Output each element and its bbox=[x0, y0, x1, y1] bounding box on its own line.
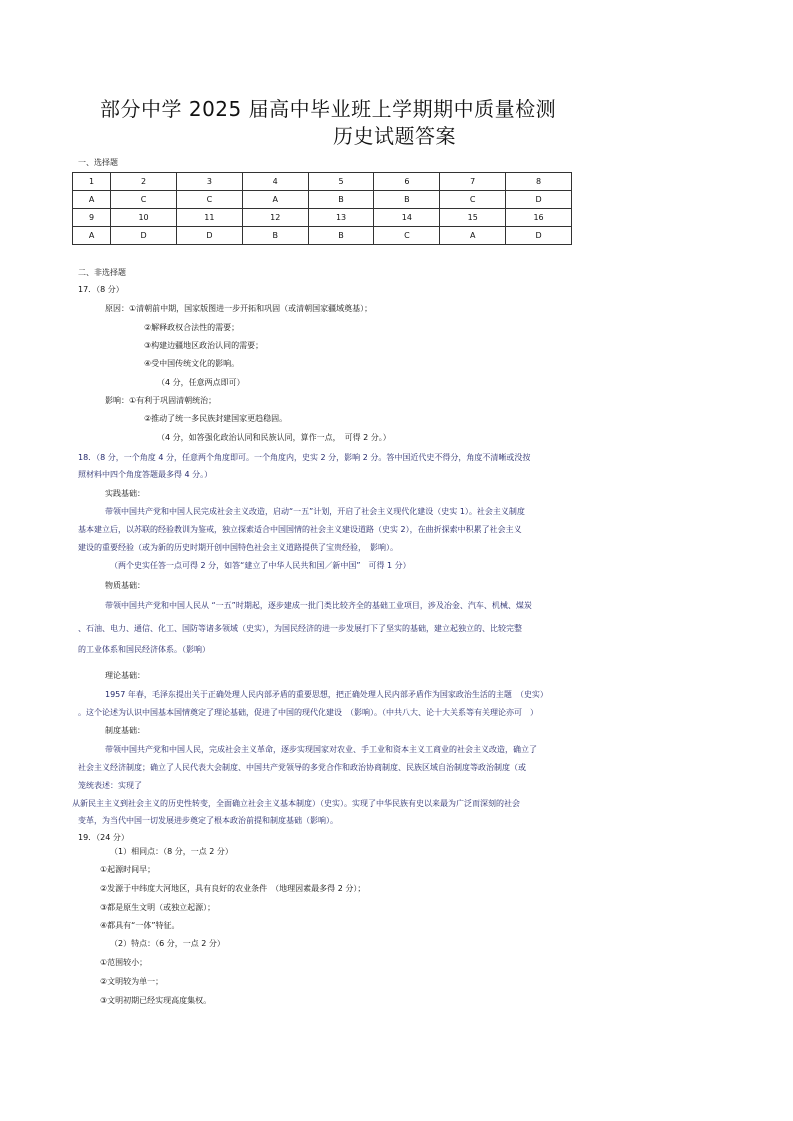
scoring-note: （4 分，任意两点即可） bbox=[157, 378, 245, 387]
answer-line: 。这个论述为认识中国基本国情奠定了理论基础，促进了中国的现代化建设 （影响）。（中共八大、论十大关系等有关理论亦可 ） bbox=[78, 708, 538, 717]
answer-line: ③文明初期已经实现高度集权。 bbox=[100, 996, 212, 1005]
table-cell: 5 bbox=[308, 173, 374, 191]
table-cell: B bbox=[374, 191, 440, 209]
answer-line: 影响：①有利于巩固清朝统治； bbox=[105, 396, 217, 405]
question-18-heading: 18．（8 分，一个角度 4 分，任意两个角度即可。一个角度内，史实 2 分，影响 2 分。答中国近代史不得分，角度不清晰或没按 bbox=[78, 453, 531, 462]
answer-line: ①起源时间早； bbox=[100, 865, 156, 874]
table-cell: 1 bbox=[73, 173, 111, 191]
subquestion-heading: （2）特点：（6 分，一点 2 分） bbox=[110, 939, 225, 948]
answer-line: ①范围较小； bbox=[100, 958, 148, 967]
table-cell: A bbox=[440, 227, 506, 245]
table-row bbox=[73, 173, 572, 191]
table-cell: C bbox=[111, 191, 177, 209]
answer-line: ④都具有“一体”特征。 bbox=[100, 921, 180, 930]
table-cell: A bbox=[242, 191, 308, 209]
scoring-note: （两个史实任答一点可得 2 分，如答“建立了中华人民共和国／新中国” 可得 1 分） bbox=[110, 561, 411, 570]
table-cell: 15 bbox=[440, 209, 506, 227]
table-row bbox=[73, 227, 572, 245]
answer-line: 、石油、电力、通信、化工、国防等诸多领域（史实），为国民经济的进一步发展打下了坚实的基础，建立起独立的、比较完整 bbox=[78, 624, 522, 633]
table-cell: B bbox=[308, 191, 374, 209]
answer-line: 变革，为当代中国一切发展进步奠定了根本政治前提和制度基础（影响）。 bbox=[78, 816, 338, 825]
table-cell: D bbox=[176, 227, 242, 245]
table-cell: D bbox=[506, 191, 572, 209]
answer-line: 的工业体系和国民经济体系。（影响） bbox=[78, 645, 210, 654]
table-row bbox=[73, 209, 572, 227]
table-cell: A bbox=[73, 227, 111, 245]
table-cell: B bbox=[308, 227, 374, 245]
answer-line: ③都是原生文明（或独立起源）； bbox=[100, 903, 216, 912]
table-cell: C bbox=[176, 191, 242, 209]
table-cell: 6 bbox=[374, 173, 440, 191]
table-cell: 16 bbox=[506, 209, 572, 227]
answer-line: 1957 年春，毛泽东提出关于正确处理人民内部矛盾的重要思想，把正确处理人民内部矛盾作为国家政治生活的主题 （史实） bbox=[105, 690, 548, 699]
table-cell: 7 bbox=[440, 173, 506, 191]
table-cell: 10 bbox=[111, 209, 177, 227]
answer-line: ③构建边疆地区政治认同的需要； bbox=[144, 341, 264, 350]
answer-line: 从新民主主义到社会主义的历史性转变，全面确立社会主义基本制度）（史实）。实现了中华民族有史以来最为广泛而深刻的社会 bbox=[72, 799, 520, 808]
scoring-note: 照材料中四个角度答题最多得 4 分。） bbox=[78, 470, 213, 479]
table-cell: 14 bbox=[374, 209, 440, 227]
answer-line: ②发源于中纬度大河地区，具有良好的农业条件 （地理因素最多得 2 分）； bbox=[100, 884, 366, 893]
table-cell: D bbox=[506, 227, 572, 245]
table-cell: C bbox=[440, 191, 506, 209]
table-cell: 13 bbox=[308, 209, 374, 227]
answer-line: ②推动了统一多民族封建国家更趋稳固。 bbox=[144, 414, 288, 423]
table-cell: 9 bbox=[73, 209, 111, 227]
subheading-system: 制度基础： bbox=[105, 726, 145, 735]
subquestion-heading: （1）相同点：（8 分，一点 2 分） bbox=[110, 847, 233, 856]
table-cell: 2 bbox=[111, 173, 177, 191]
table-cell: 8 bbox=[506, 173, 572, 191]
answer-line: ②解释政权合法性的需要； bbox=[144, 323, 240, 332]
table-row bbox=[73, 191, 572, 209]
answer-line: 带领中国共产党和中国人民从 “一五”时期起，逐步建成一批门类比较齐全的基础工业项目，涉及冶金、汽车、机械、煤炭 bbox=[105, 601, 532, 610]
page-title: 部分中学 2025 届高中毕业班上学期期中质量检测 bbox=[100, 97, 557, 121]
table-cell: D bbox=[111, 227, 177, 245]
subheading-practice: 实践基础： bbox=[105, 489, 145, 498]
table-cell: 4 bbox=[242, 173, 308, 191]
scoring-note: （4 分，如答强化政治认同和民族认同，算作一点， 可得 2 分。） bbox=[157, 433, 391, 442]
question-17-heading: 17．（8 分） bbox=[78, 285, 124, 294]
question-19-heading: 19．（24 分） bbox=[78, 833, 129, 842]
answer-line: 带领中国共产党和中国人民，完成社会主义革命，逐步实现国家对农业、手工业和资本主义工商业的社会主义改造，确立了 bbox=[105, 745, 537, 754]
table-cell: 3 bbox=[176, 173, 242, 191]
answer-line: 基本建立后，以苏联的经验教训为鉴戒，独立探索适合中国国情的社会主义建设道路（史实 2），在曲折探索中积累了社会主义 bbox=[78, 525, 522, 534]
table-cell: 11 bbox=[176, 209, 242, 227]
answer-line: 建设的重要经验（或为新的历史时期开创中国特色社会主义道路提供了宝贵经验， 影响）。 bbox=[78, 543, 398, 552]
answer-line: 笼统表述：实现了 bbox=[78, 781, 142, 790]
answer-line: 社会主义经济制度；确立了人民代表大会制度、中国共产党领导的多党合作和政治协商制度、民族区域自治制度等政治制度（或 bbox=[78, 763, 526, 772]
answer-line: ②文明较为单一； bbox=[100, 977, 164, 986]
table-cell: B bbox=[242, 227, 308, 245]
page-subtitle: 历史试题答案 bbox=[333, 124, 456, 148]
table-cell: A bbox=[73, 191, 111, 209]
section-heading-choice: 一、选择题 bbox=[78, 158, 118, 167]
answer-line: ④受中国传统文化的影响。 bbox=[144, 359, 240, 368]
subheading-theory: 理论基础： bbox=[105, 671, 145, 680]
answer-line: 带领中国共产党和中国人民完成社会主义改造，启动“一五”计划，开启了社会主义现代化建设（史实 1）。社会主义制度 bbox=[105, 507, 525, 516]
section-heading-nonchoice: 二、非选择题 bbox=[78, 268, 126, 277]
table-cell: C bbox=[374, 227, 440, 245]
answer-line: 原因：①清朝前中期，国家版图进一步开拓和巩固（或清朝国家疆域奠基）； bbox=[105, 304, 373, 313]
answer-table bbox=[72, 172, 572, 245]
subheading-material: 物质基础： bbox=[105, 581, 145, 590]
table-cell: 12 bbox=[242, 209, 308, 227]
